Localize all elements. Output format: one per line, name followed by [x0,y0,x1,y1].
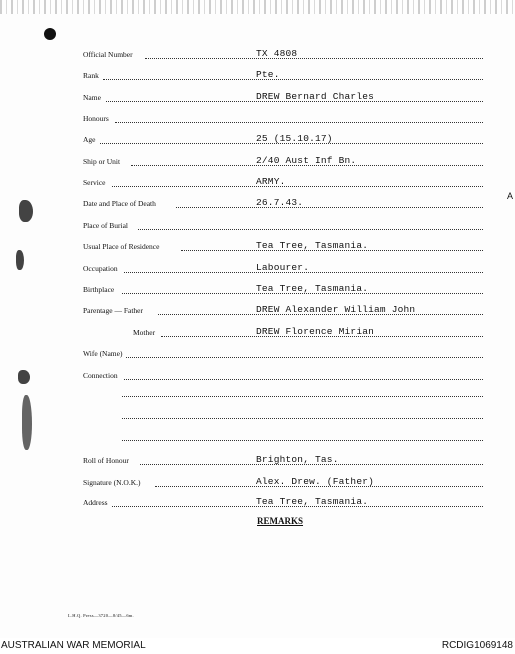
label-rank: Rank [83,71,99,80]
row-place-of-burial [0,217,515,233]
row-name [0,89,515,105]
dotted-line [145,58,483,59]
scanned-top-edge [0,0,515,14]
row-usual-residence [0,238,515,254]
label-service: Service [83,178,106,187]
label-roll-of-honour: Roll of Honour [83,456,129,465]
row-address [0,494,515,510]
value-birthplace: Tea Tree, Tasmania. [256,283,369,294]
label-name: Name [83,93,101,102]
value-rank: Pte. [256,69,280,80]
record-id: RCDIG1069148 [441,640,513,651]
row-honours [0,110,515,126]
dotted-line [126,357,483,358]
dotted-line [103,79,483,80]
label-date-place-death: Date and Place of Death [83,199,156,208]
row-service [0,174,515,190]
dotted-line [138,229,483,230]
dotted-line [176,207,483,208]
row-ship-or-unit [0,153,515,169]
label-ship-or-unit: Ship or Unit [83,157,121,166]
row-official-number [0,46,515,62]
label-mother: Mother [133,328,156,337]
side-mark: A [507,191,514,201]
label-honours: Honours [83,114,109,123]
dotted-line [124,379,483,380]
row-connection [0,367,515,383]
value-occupation: Labourer. [256,262,310,273]
dotted-line [112,186,483,187]
value-date-place-death: 26.7.43. [256,197,304,208]
label-occupation: Occupation [83,264,118,273]
label-father: Parentage — Father [83,306,143,315]
remarks-heading: REMARKS [257,516,304,526]
value-address: Tea Tree, Tasmania. [256,496,369,507]
label-birthplace: Birthplace [83,285,115,294]
row-occupation [0,260,515,276]
value-father: DREW Alexander William John [256,304,416,315]
value-official-number: TX 4808 [256,48,298,59]
row-date-place-death [0,195,515,211]
label-address: Address [83,498,108,507]
row-birthplace [0,281,515,297]
value-name: DREW Bernard Charles [256,91,375,102]
value-signature-nok: Alex. Drew. (Father) [256,476,375,487]
connection-line-4 [122,440,483,441]
row-wife [0,345,515,361]
label-signature-nok: Signature (N.O.K.) [83,478,141,487]
archive-name: AUSTRALIAN WAR MEMORIAL [1,640,146,651]
punch-hole-top [44,28,56,40]
value-mother: DREW Florence Mirian [256,326,375,337]
binding-mark-lower [22,395,32,450]
row-roll-of-honour [0,452,515,468]
connection-line-2 [122,396,483,397]
label-usual-residence: Usual Place of Residence [83,242,160,251]
value-ship-or-unit: 2/40 Aust Inf Bn. [256,155,357,166]
row-father [0,302,515,318]
value-age: 25 (15.10.17) [256,133,333,144]
label-connection: Connection [83,371,118,380]
label-wife: Wife (Name) [83,349,123,358]
value-roll-of-honour: Brighton, Tas. [256,454,339,465]
archive-footer [0,638,515,654]
row-age [0,131,515,147]
label-age: Age [83,135,96,144]
label-place-of-burial: Place of Burial [83,221,128,230]
row-signature-nok [0,474,515,490]
printer-imprint: L.H.Q. Press—3720—8/45—6m. [68,613,134,618]
row-rank [0,67,515,83]
dotted-line [115,122,483,123]
row-mother [0,324,515,340]
label-official-number: Official Number [83,50,133,59]
value-usual-residence: Tea Tree, Tasmania. [256,240,369,251]
value-service: ARMY. [256,176,286,187]
connection-line-3 [122,418,483,419]
